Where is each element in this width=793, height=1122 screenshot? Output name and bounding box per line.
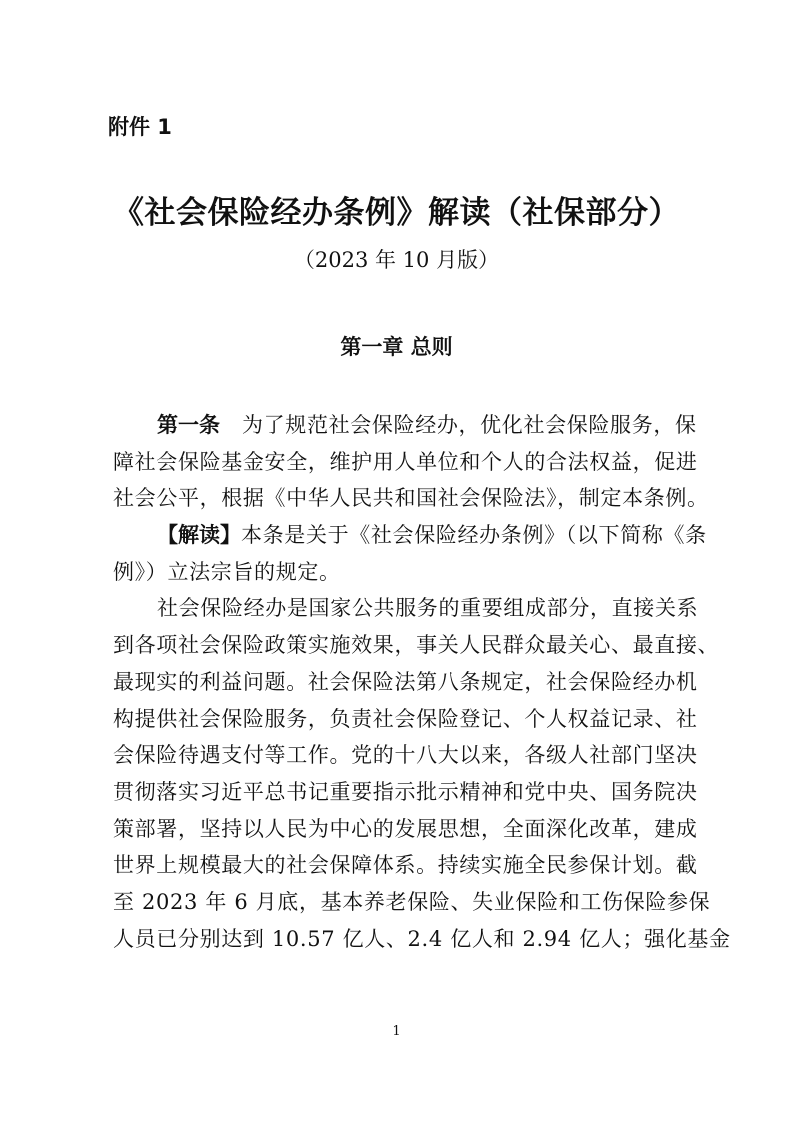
- chapter-heading: 第一章 总则: [340, 335, 453, 359]
- paragraph-line-7: 策部署，坚持以人民为中心的发展思想，全面深化改革，建成: [113, 816, 698, 841]
- document-title: 《社会保险经办条例》解读（社保部分）: [113, 195, 680, 231]
- attachment-label: 附件 1: [108, 115, 172, 139]
- page-number: 1: [392, 1024, 401, 1039]
- paragraph-line-6: 贯彻落实习近平总书记重要指示批示精神和党中央、国务院决: [113, 779, 698, 804]
- paragraph-line-5: 会保险待遇支付等工作。党的十八大以来，各级人社部门坚决: [113, 743, 698, 768]
- article-1-line-2: 障社会保险基金安全，维护用人单位和个人的合法权益，促进: [113, 449, 698, 474]
- paragraph-line-8: 世界上规模最大的社会保障体系。持续实施全民参保计划。截: [113, 853, 698, 878]
- paragraph-line-3: 最现实的利益问题。社会保险法第八条规定，社会保险经办机: [113, 669, 698, 694]
- document-subtitle: （2023 年 10 月版）: [293, 248, 500, 272]
- interpretation-label: 【解读】: [157, 523, 241, 548]
- article-1-label: 第一条: [157, 413, 220, 437]
- article-1-text: 为了规范社会保险经办，优化社会保险服务，保: [242, 413, 697, 437]
- interpretation-line-1: [113, 517, 707, 554]
- interpretation-text: 本条是关于《社会保险经办条例》（以下简称《条: [241, 523, 707, 548]
- article-1-line-1: [113, 407, 697, 444]
- paragraph-line-4: 构提供社会保险服务，负责社会保险登记、个人权益记录、社: [113, 706, 698, 731]
- paragraph-line-9: 至 2023 年 6 月底，基本养老保险、失业保险和工伤保险参保: [113, 889, 711, 914]
- document-body: [113, 407, 731, 957]
- article-1-line-3: 社会公平，根据《中华人民共和国社会保险法》，制定本条例。: [113, 486, 709, 511]
- paragraph-line-10: 人员已分别达到 10.57 亿人、2.4 亿人和 2.94 亿人；强化基金: [113, 926, 731, 951]
- paragraph-line-2: 到各项社会保险政策实施效果，事关人民群众最关心、最直接、: [113, 633, 720, 658]
- interpretation-line-2: 例》）立法宗旨的规定。: [113, 559, 341, 584]
- paragraph-line-1: 社会保险经办是国家公共服务的重要组成部分，直接关系: [157, 596, 699, 621]
